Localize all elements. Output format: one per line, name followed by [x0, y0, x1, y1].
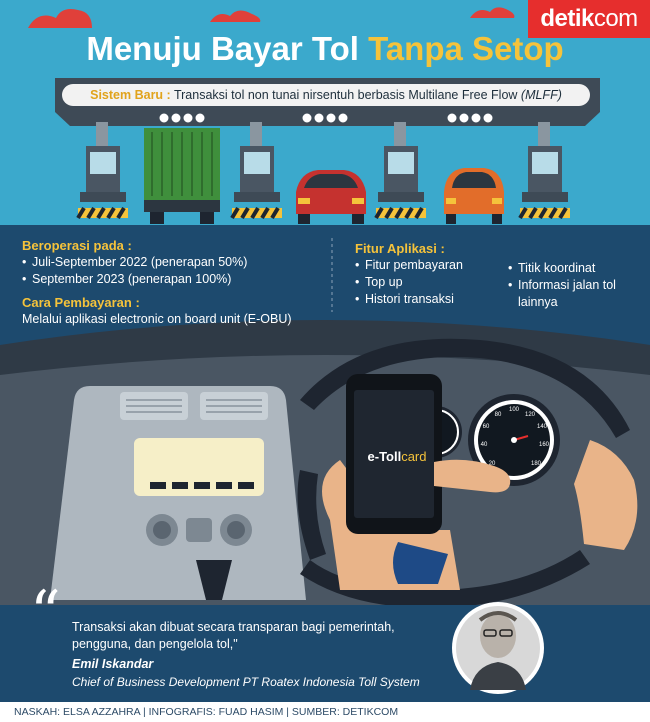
speaker-photo: [452, 602, 544, 694]
truck-icon: [144, 128, 220, 224]
operation-section: [22, 237, 322, 288]
footer-credits: NASKAH: ELSA AZZAHRA | INFOGRAFIS: FUAD HASIM | SUMBER: DETIKCOM: [14, 706, 399, 718]
list-item: • Top up: [355, 274, 505, 291]
quote-author-role: Chief of Business Development PT Roatex Indonesia Toll System: [72, 675, 420, 689]
list-item: • September 2023 (penerapan 100%): [22, 271, 322, 288]
tick-label: 120: [524, 412, 536, 418]
app-logo: e-Tollcard: [367, 449, 427, 464]
list-item: • Histori transaksi: [355, 291, 505, 308]
features-section: [355, 240, 505, 308]
tick-label: 140: [536, 424, 548, 430]
list-item: • Titik koordinat: [508, 260, 638, 277]
climate-knob-icon: [146, 514, 252, 546]
list-item: • Informasi jalan tol lainnya: [508, 277, 638, 311]
operation-header: Beroperasi pada :: [22, 238, 132, 253]
tick-label: 80: [494, 412, 502, 418]
features-section-2: [508, 260, 638, 311]
tick-label: 160: [538, 442, 550, 448]
quote-author: Emil Iskandar: [72, 657, 154, 671]
payment-header: Cara Pembayaran :: [22, 295, 140, 310]
quote-text: Transaksi akan dibuat secara transparan bagi pemerintah, pengguna, dan pengelola tol,": [72, 620, 395, 651]
tick-label: 180: [530, 461, 542, 467]
tick-label: 20: [488, 461, 496, 467]
tick-label: 100: [508, 407, 520, 413]
payment-text: Melalui aplikasi electronic on board unit (E-OBU): [22, 312, 292, 326]
system-banner: Sistem Baru : Transaksi tol non tunai nirsentuh berbasis Multilane Free Flow (MLFF): [90, 88, 562, 102]
page-title: Menuju Bayar Tol Tanpa Setop: [86, 30, 564, 67]
tick-label: 40: [480, 442, 488, 448]
payment-section: [22, 294, 332, 328]
quote-icon: “: [30, 578, 61, 648]
list-item: • Juli-September 2022 (penerapan 50%): [22, 254, 322, 271]
footer: [0, 702, 650, 722]
tick-label: 60: [482, 424, 490, 430]
features-header: Fitur Aplikasi :: [355, 241, 445, 256]
list-item: • Fitur pembayaran: [355, 257, 505, 274]
brand-logo[interactable]: detik com: [528, 0, 650, 38]
